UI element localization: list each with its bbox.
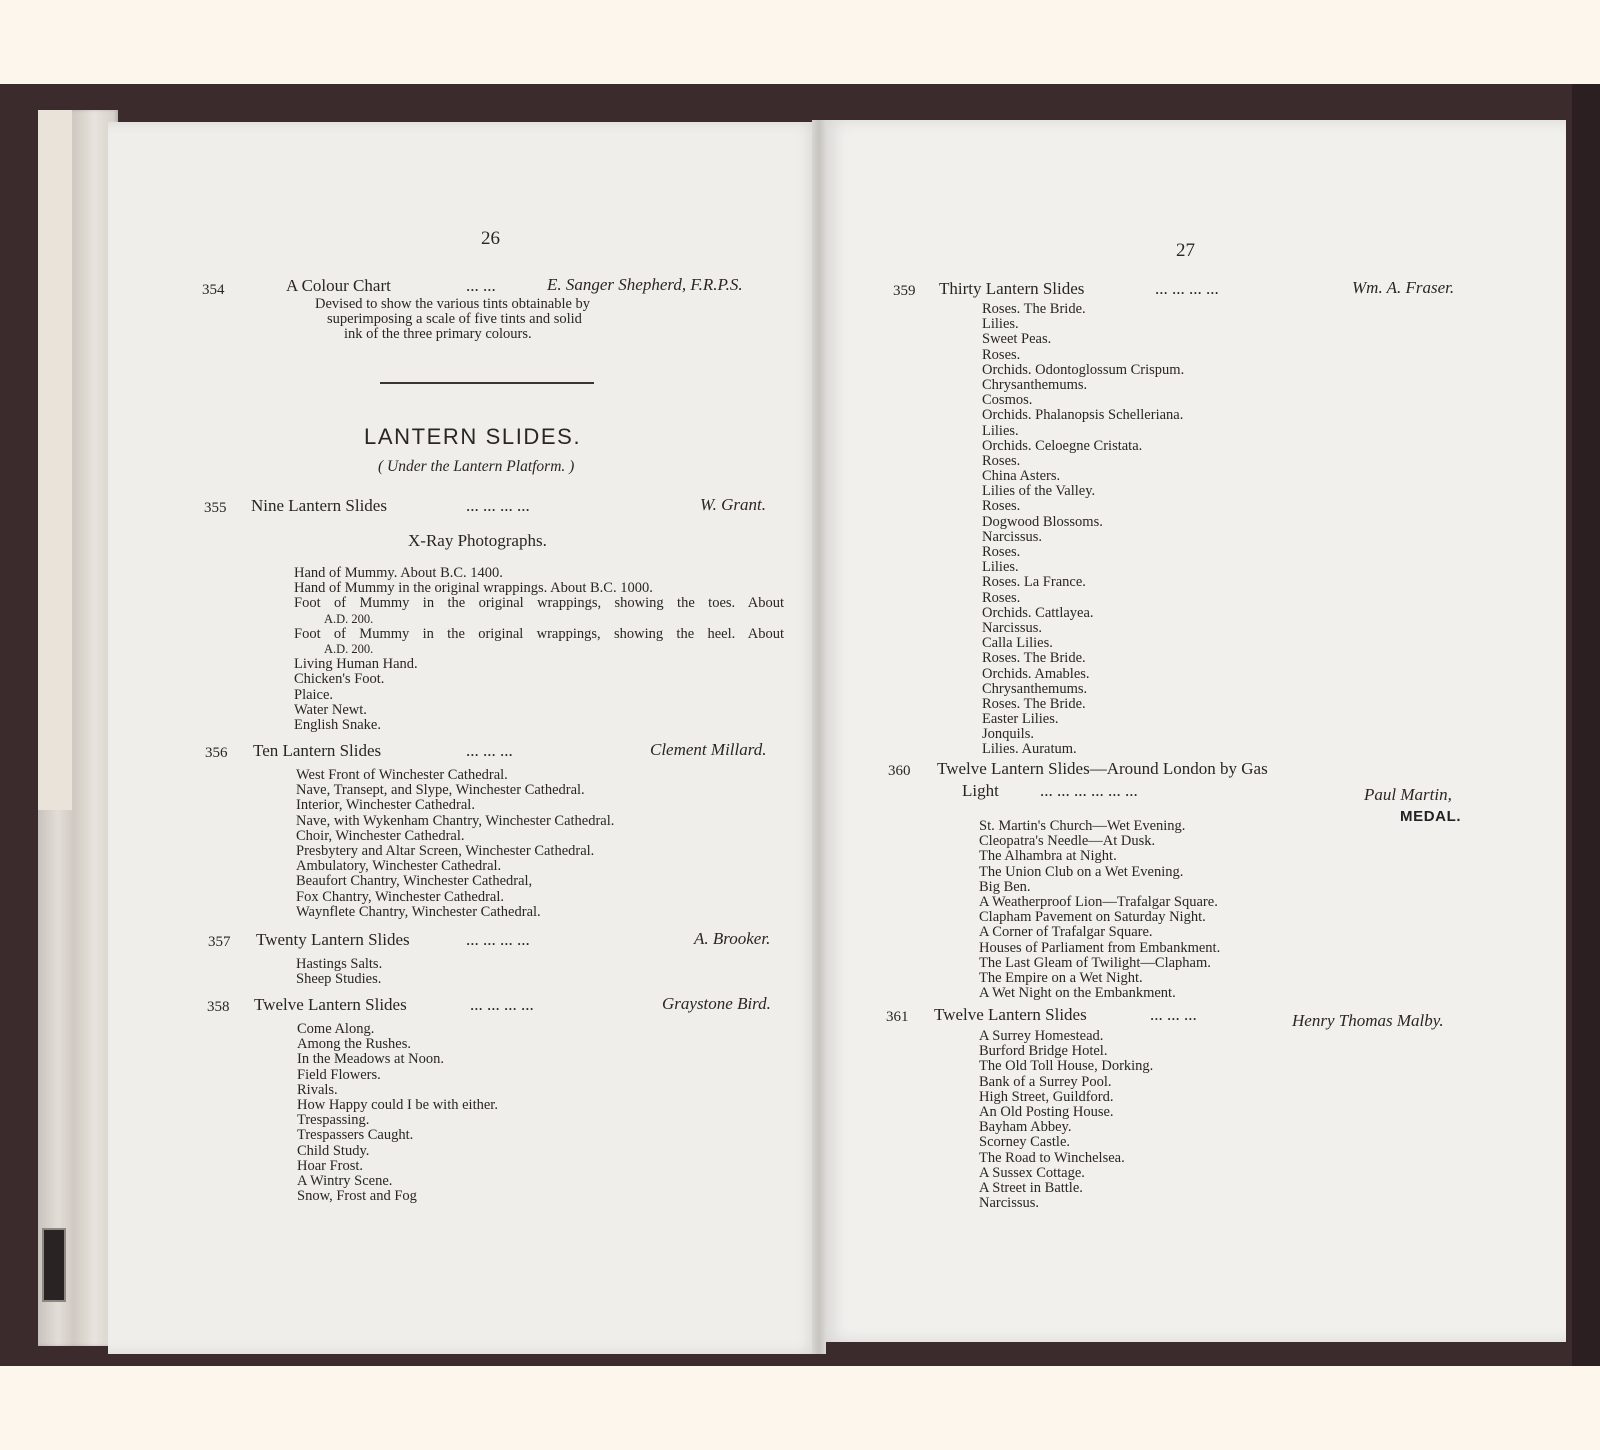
- entry-maker: Henry Thomas Malby.: [1292, 1011, 1444, 1030]
- list-item: Choir, Winchester Cathedral.: [296, 827, 465, 844]
- entry-359-items: [982, 302, 1184, 758]
- list-item: Roses.: [982, 544, 1021, 560]
- entry-dots: ... ... ...: [466, 741, 513, 760]
- list-item: China Asters.: [982, 468, 1061, 485]
- list-item: Chrysanthemums.: [982, 680, 1088, 697]
- list-item: Presbytery and Altar Screen, Winchester Cathedral.: [296, 842, 595, 859]
- list-item: Clapham Pavement on Saturday Night.: [979, 909, 1206, 926]
- list-item: Bank of a Surrey Pool.: [979, 1073, 1112, 1090]
- list-item: Orchids. Phalanopsis Schelleriana.: [982, 407, 1184, 424]
- list-item: A.D. 200.: [324, 611, 374, 626]
- entry-dots: ... ...: [466, 276, 496, 295]
- list-item: Among the Rushes.: [297, 1036, 411, 1053]
- list-item: A Corner of Trafalgar Square.: [979, 924, 1153, 941]
- list-item: Interior, Winchester Cathedral.: [296, 797, 475, 814]
- list-item: Calla Lilies.: [982, 635, 1053, 652]
- list-item: Come Along.: [297, 1021, 375, 1037]
- list-item: High Street, Guildford.: [979, 1088, 1114, 1105]
- list-item: The Union Club on a Wet Evening.: [979, 863, 1184, 880]
- entry-title: Twelve Lantern Slides: [934, 1005, 1087, 1024]
- section-divider: [380, 382, 594, 384]
- list-item: A Weatherproof Lion—Trafalgar Square.: [979, 893, 1218, 910]
- list-item: Living Human Hand.: [294, 656, 418, 673]
- list-item: Lilies of the Valley.: [982, 483, 1096, 500]
- entry-number: 357: [208, 934, 231, 950]
- list-item: Jonquils.: [982, 726, 1034, 743]
- entry-360-items: [979, 819, 1220, 1001]
- list-item: Sweet Peas.: [982, 331, 1052, 348]
- page-number-left: 26: [481, 228, 500, 249]
- list-item: Plaice.: [294, 686, 334, 703]
- entry-maker: Clement Millard.: [650, 740, 767, 759]
- list-item: Chrysanthemums.: [982, 376, 1088, 393]
- list-item: Roses. La France.: [982, 574, 1086, 591]
- list-item: West Front of Winchester Cathedral.: [296, 767, 508, 783]
- entry-title: Twelve Lantern Slides: [254, 995, 407, 1014]
- list-item: Scorney Castle.: [979, 1134, 1071, 1151]
- list-item: A Surrey Homestead.: [979, 1028, 1104, 1044]
- entry-dots: ... ... ... ...: [470, 995, 534, 1014]
- list-item: The Old Toll House, Dorking.: [979, 1058, 1154, 1075]
- entry-maker: W. Grant.: [700, 495, 766, 514]
- list-item: Fox Chantry, Winchester Cathedral.: [296, 888, 505, 905]
- entry-description-line: ink of the three primary colours.: [344, 326, 532, 342]
- list-item: St. Martin's Church—Wet Evening.: [979, 818, 1186, 834]
- book-gutter: [812, 120, 826, 1354]
- list-item: Orchids. Amables.: [982, 665, 1090, 682]
- entry-number: 360: [888, 763, 911, 779]
- entry-title: Ten Lantern Slides: [253, 741, 382, 760]
- entry-dots: ... ... ... ...: [466, 496, 530, 515]
- list-item: A.D. 200.: [324, 641, 374, 656]
- entry-description-line: Devised to show the various tints obtainable by: [315, 296, 591, 312]
- list-item: Foot of Mummy in the original wrappings, showing the heel. About: [294, 625, 784, 642]
- list-item: Lilies.: [982, 559, 1019, 576]
- list-item: Nave, with Wykenham Chantry, Winchester Cathedral.: [296, 812, 615, 829]
- list-item: Water Newt.: [294, 701, 367, 718]
- list-item: English Snake.: [294, 716, 381, 733]
- page-number-right: 27: [1176, 240, 1195, 261]
- entry-number: 356: [205, 745, 228, 761]
- list-item: In the Meadows at Noon.: [297, 1051, 444, 1068]
- list-item: Big Ben.: [979, 878, 1031, 895]
- entry-title: Twelve Lantern Slides—Around London by Gas: [937, 759, 1268, 778]
- entry-subtitle: X-Ray Photographs.: [408, 531, 547, 550]
- list-item: Roses.: [982, 498, 1021, 515]
- list-item: Easter Lilies.: [982, 711, 1059, 728]
- entry-title: A Colour Chart: [286, 276, 391, 295]
- list-item: Roses. The Bride.: [982, 695, 1086, 712]
- entry-maker: Wm. A. Fraser.: [1352, 278, 1455, 297]
- entry-number: 361: [886, 1009, 909, 1025]
- list-item: Beaufort Chantry, Winchester Cathedral,: [296, 873, 533, 890]
- right-page: [822, 120, 1566, 1342]
- entry-number: 359: [893, 283, 916, 299]
- list-item: Ambulatory, Winchester Cathedral.: [296, 858, 502, 875]
- entry-361-items: [979, 1029, 1153, 1211]
- entry-355-items: [294, 566, 784, 733]
- list-item: Lilies. Auratum.: [982, 741, 1077, 758]
- entry-title: Thirty Lantern Slides: [939, 279, 1085, 298]
- medal-award-stamp: MEDAL.: [1400, 808, 1462, 825]
- list-item: Houses of Parliament from Embankment.: [979, 939, 1221, 956]
- entry-maker: Paul Martin,: [1364, 785, 1452, 804]
- list-item: Rivals.: [297, 1081, 338, 1098]
- list-item: The Last Gleam of Twilight—Clapham.: [979, 954, 1211, 971]
- book-cover-edge: [1572, 84, 1600, 1366]
- list-item: A Street in Battle.: [979, 1179, 1083, 1196]
- list-item: Foot of Mummy in the original wrappings, showing the toes. About: [294, 595, 784, 612]
- entry-title-continued: Light: [962, 781, 999, 800]
- list-item: Field Flowers.: [297, 1066, 381, 1083]
- list-item: Trespassers Caught.: [297, 1127, 414, 1144]
- list-item: Narcissus.: [982, 528, 1043, 545]
- list-item: Burford Bridge Hotel.: [979, 1043, 1108, 1060]
- list-item: A Wet Night on the Embankment.: [979, 985, 1176, 1002]
- entry-description-line: superimposing a scale of five tints and solid: [327, 311, 582, 327]
- entry-number: 355: [204, 500, 227, 516]
- list-item: Roses.: [982, 589, 1021, 606]
- entry-maker: A. Brooker.: [694, 929, 771, 948]
- list-item: Orchids. Odontoglossum Crispum.: [982, 361, 1185, 378]
- list-item: Lilies.: [982, 422, 1019, 439]
- list-item: Roses. The Bride.: [982, 301, 1086, 317]
- entry-dots: ... ... ... ...: [1155, 279, 1219, 298]
- entry-number: 354: [202, 282, 225, 298]
- list-item: Narcissus.: [982, 619, 1043, 636]
- list-item: Snow, Frost and Fog: [297, 1188, 417, 1205]
- list-item: How Happy could I be with either.: [297, 1096, 498, 1113]
- list-item: Hand of Mummy. About B.C. 1400.: [294, 565, 503, 581]
- list-item: Roses.: [982, 452, 1021, 469]
- entry-dots: ... ... ...: [1150, 1005, 1197, 1024]
- page-stack-tab: [38, 110, 72, 810]
- entry-title: Nine Lantern Slides: [251, 496, 387, 515]
- list-item: The Empire on a Wet Night.: [979, 969, 1143, 986]
- list-item: Hastings Salts.: [296, 956, 383, 972]
- entry-dots: ... ... ... ...: [466, 930, 530, 949]
- entry-357-items: [296, 957, 382, 987]
- list-item: Bayham Abbey.: [979, 1119, 1072, 1136]
- entry-maker: Graystone Bird.: [662, 994, 771, 1013]
- entry-356-items: [296, 768, 614, 920]
- list-item: The Road to Winchelsea.: [979, 1149, 1125, 1166]
- list-item: The Alhambra at Night.: [979, 848, 1117, 865]
- list-item: Trespassing.: [297, 1112, 370, 1129]
- entry-358-items: [297, 1022, 498, 1204]
- list-item: Child Study.: [297, 1142, 370, 1159]
- entry-maker: E. Sanger Shepherd, F.R.P.S.: [547, 275, 743, 294]
- list-item: Chicken's Foot.: [294, 671, 385, 688]
- list-item: Hoar Frost.: [297, 1157, 364, 1174]
- list-item: Orchids. Cattlayea.: [982, 604, 1094, 621]
- list-item: Roses. The Bride.: [982, 650, 1086, 667]
- list-item: Hand of Mummy in the original wrappings. About B.C. 1000.: [294, 580, 653, 597]
- section-subheading: ( Under the Lantern Platform. ): [378, 458, 575, 475]
- list-item: Lilies.: [982, 316, 1019, 333]
- list-item: Roses.: [982, 346, 1021, 363]
- entry-title: Twenty Lantern Slides: [256, 930, 410, 949]
- list-item: An Old Posting House.: [979, 1103, 1114, 1120]
- list-item: Cleopatra's Needle—At Dusk.: [979, 833, 1156, 850]
- list-item: Cosmos.: [982, 392, 1033, 409]
- list-item: Dogwood Blossoms.: [982, 513, 1103, 530]
- list-item: Orchids. Celoegne Cristata.: [982, 437, 1143, 454]
- spine-label: [42, 1228, 66, 1302]
- list-item: Nave, Transept, and Slype, Winchester Cathedral.: [296, 782, 585, 799]
- list-item: Waynflete Chantry, Winchester Cathedral.: [296, 903, 541, 920]
- list-item: A Wintry Scene.: [297, 1172, 393, 1189]
- list-item: Sheep Studies.: [296, 971, 382, 988]
- list-item: Narcissus.: [979, 1195, 1040, 1212]
- section-heading: LANTERN SLIDES.: [364, 424, 582, 449]
- entry-dots: ... ... ... ... ... ...: [1040, 781, 1138, 800]
- entry-number: 358: [207, 999, 230, 1015]
- list-item: A Sussex Cottage.: [979, 1164, 1085, 1181]
